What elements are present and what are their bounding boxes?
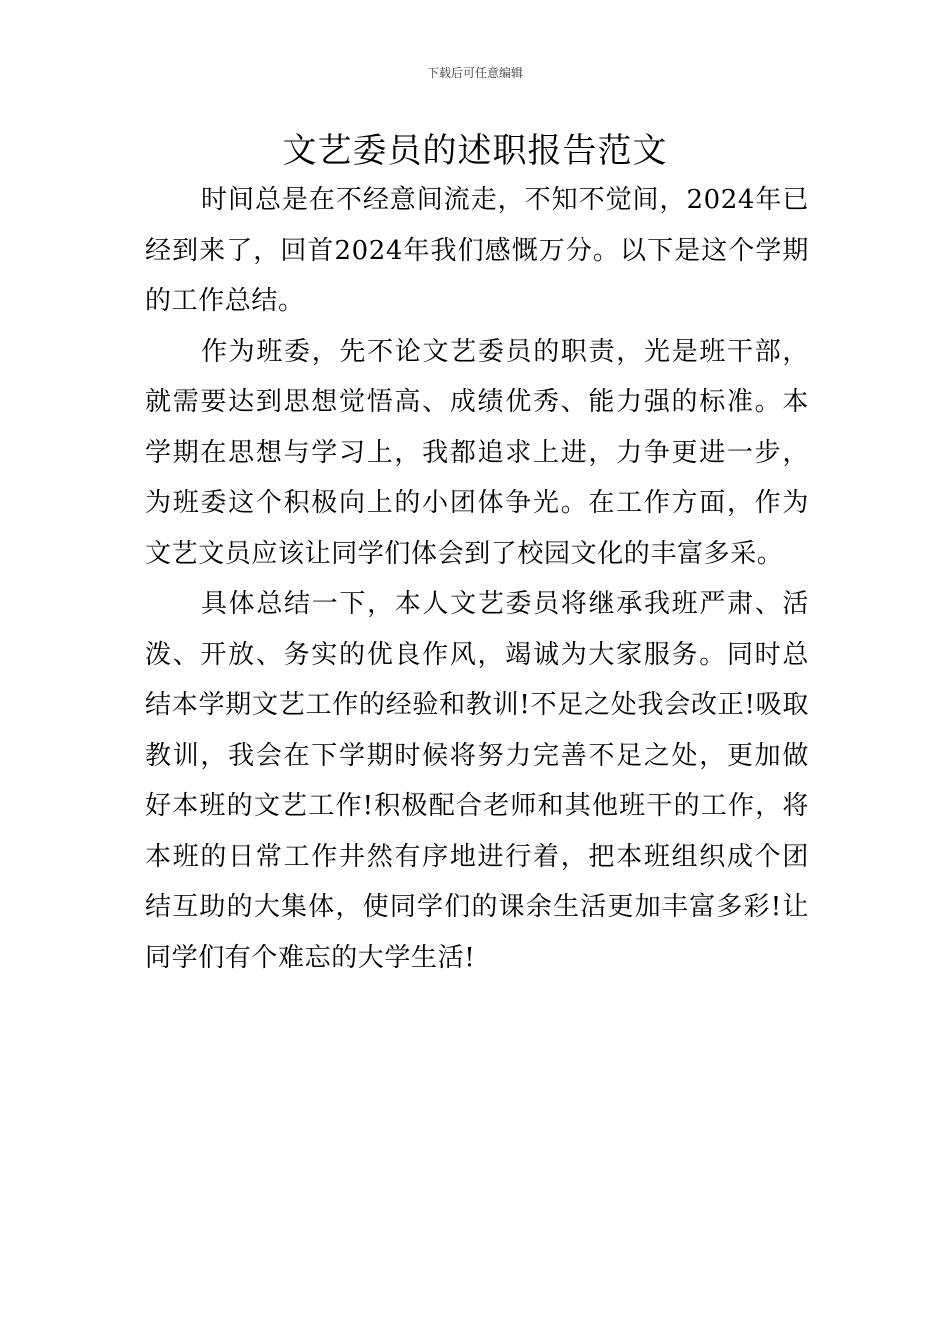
- document-body: [145, 175, 809, 983]
- paragraph-2: 作为班委，先不论文艺委员的职责，光是班干部，就需要达到思想觉悟高、成绩优秀、能力强的标准。本学期在思想与学习上，我都追求上进，力争更进一步，为班委这个积极向上的小团体争光。在工作方面，作为文艺文员应该让同学们体会到了校园文化的丰富多采。: [145, 336, 809, 569]
- paragraph-3: 具体总结一下，本人文艺委员将继承我班严肃、活泼、开放、务实的优良作风，竭诚为大家服务。同时总结本学期文艺工作的经验和教训!不足之处我会改正!吸取教训，我会在下学期时候将努力完善不足之处，更加做好本班的文艺工作!积极配合老师和其他班干的工作，将本班的日常工作井然有序地进行着，把本班组织成个团结互助的大集体，使同学们的课余生活更加丰富多彩!让同学们有个难忘的大学生活!: [145, 589, 809, 973]
- paragraph-1: 时间总是在不经意间流走，不知不觉间，2024年已经到来了，回首2024年我们感慨万分。以下是这个学期的工作总结。: [145, 185, 809, 316]
- page-header-note: 下载后可任意编辑: [426, 66, 523, 80]
- document-title: 文艺委员的述职报告范文: [282, 131, 668, 171]
